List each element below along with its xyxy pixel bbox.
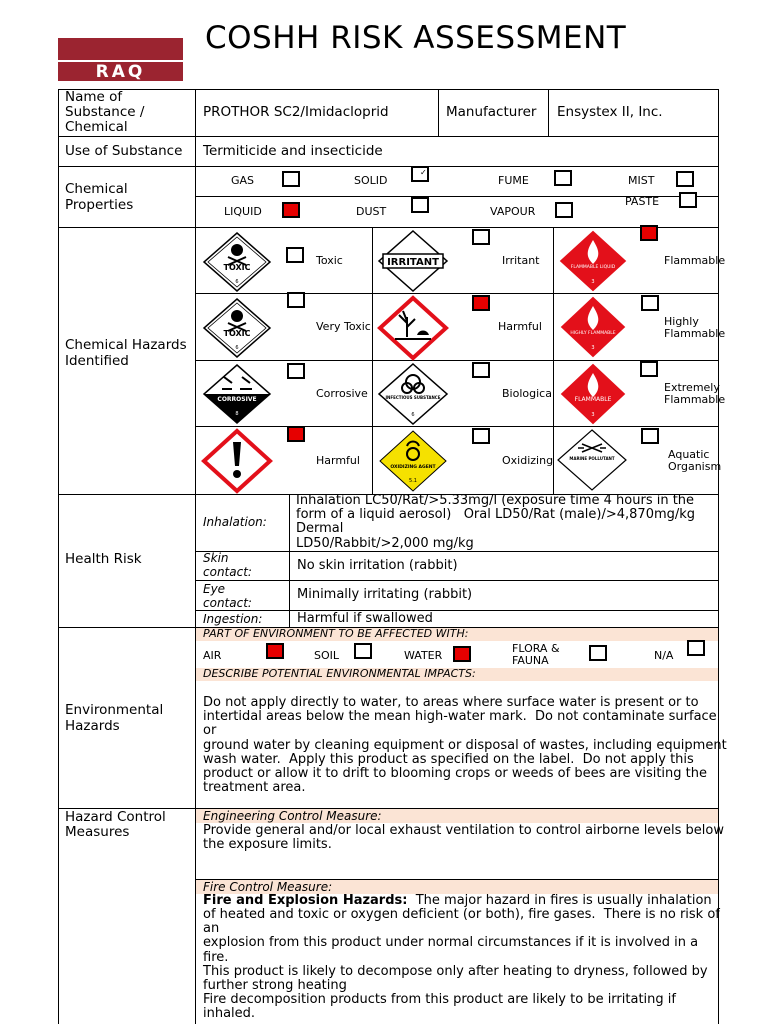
env-flora-label: FLORA & FAUNA [512,642,560,667]
prop-gas-checkbox[interactable] [282,171,300,187]
hazard-harmful-checkbox[interactable] [287,426,305,442]
prop-gas-label: GAS [231,174,255,187]
skin-label: Skin contact: [203,551,252,579]
hazard-toxic-label: Toxic [316,254,343,267]
eye-label: Eye contact: [203,582,252,610]
hazard-oxidizing-label: Oxidizing [502,454,554,467]
svg-text:6: 6 [411,412,415,418]
hazard-aquatic-checkbox[interactable] [641,428,659,444]
substance-name: PROTHOR SC2/Imidacloprid [203,104,389,120]
exclamation-icon [201,428,273,494]
hazard-highly-flammable-label: Highly Flammable [664,315,726,340]
hazard-very-toxic-label: Very Toxic [316,320,371,333]
use-value: Termiticide and insecticide [203,143,383,159]
hazard-flammable-checkbox[interactable] [640,225,658,241]
hazard-irritant-checkbox[interactable] [472,229,490,245]
very-toxic-skull-icon [202,297,272,359]
eye-value: Minimally irritating (rabbit) [297,587,473,602]
controls-label: Hazard Control Measures [65,809,166,840]
env-soil-label: SOIL [314,649,340,662]
svg-text:3: 3 [591,279,595,285]
prop-solid-checkbox[interactable] [411,166,429,182]
svg-text:CORROSIVE: CORROSIVE [217,396,257,403]
hazard-toxic-checkbox[interactable] [286,247,304,263]
hazard-aquatic-label: Aquatic Organism [668,448,722,473]
prop-fume-label: FUME [498,174,529,187]
svg-text:OXIDIZING AGENT: OXIDIZING AGENT [390,465,436,470]
prop-paste-checkbox[interactable] [679,192,697,208]
extremely-flammable-icon [558,361,628,427]
svg-text:TOXIC: TOXIC [223,263,251,272]
hazard-highly-flammable-checkbox[interactable] [641,295,659,311]
inhalation-value: Inhalation LC50/Rat/>5.33mg/l (exposure time 4 hours in the form of a liquid aerosol) Oral LD50/Rat (male)/>4,870mg/kg Dermal LD50/Rabbit/>2,000 mg/kg [296,493,696,551]
svg-text:5.1: 5.1 [409,478,417,484]
prop-dust-checkbox[interactable] [411,197,429,213]
prop-vapour-label: VAPOUR [490,205,536,218]
tick-mark-icon: ✓ [420,168,427,177]
svg-text:HIGHLY FLAMMABLE: HIGHLY FLAMMABLE [570,331,616,336]
hazard-extremely-flammable-label: Extremely Flammable [664,381,726,406]
env-flora-checkbox[interactable] [589,645,607,661]
hazard-harmful-env-checkbox[interactable] [472,295,490,311]
prop-paste-label: PASTE [625,195,660,208]
logo-text: RAQ [95,62,146,82]
impacts-heading: DESCRIBE POTENTIAL ENVIRONMENTAL IMPACTS: [203,667,476,680]
env-na-checkbox[interactable] [687,640,705,656]
env-air-checkbox[interactable] [266,643,284,659]
oxidizing-agent-icon [377,428,449,494]
environment-hazard-icon [377,295,449,361]
env-water-label: WATER [404,649,443,662]
env-soil-checkbox[interactable] [354,643,372,659]
prop-dust-label: DUST [356,205,387,218]
prop-liquid-checkbox[interactable] [282,202,300,218]
impacts-text: Do not apply directly to water, to areas where surface water is present or to intertidal areas below the mean high-water mark. Do not contaminate surface or ground water by cleaning equipment or disposal of wastes, including equipment wash water. Apply this product as specified on the label. Do not apply this product or allow it to drift to blooming crops or weeds of bees are visiting the treatment area. [203,695,727,796]
svg-text:MARINE POLLUTANT: MARINE POLLUTANT [569,456,615,461]
prop-liquid-label: LIQUID [224,205,262,218]
marine-pollutant-icon [556,428,628,492]
flammable-liquid-icon [557,228,629,294]
prop-fume-checkbox[interactable] [554,170,572,186]
ingestion-value: Harmful if swallowed [297,611,433,626]
skin-value: No skin irritation (rabbit) [297,558,458,573]
toxic-skull-icon [202,231,272,293]
highly-flammable-icon [558,294,628,360]
hazard-biological-label: Biologica [502,387,552,400]
env-na-label: N/A [654,649,674,662]
hazard-oxidizing-checkbox[interactable] [472,428,490,444]
hazard-biological-checkbox[interactable] [472,362,490,378]
biohazard-icon [377,362,449,426]
manufacturer-label: Manufacturer [446,104,537,120]
svg-text:6: 6 [235,279,239,285]
svg-text:INFECTIOUS SUBSTANCE: INFECTIOUS SUBSTANCE [385,395,441,400]
prop-mist-checkbox[interactable] [676,171,694,187]
hazards-label: Chemical Hazards Identified [65,337,187,369]
hazard-flammable-label: Flammable [664,254,726,267]
manufacturer-name: Ensystex II, Inc. [557,104,663,120]
hazard-harmful-label: Harmful [316,454,360,467]
prop-vapour-checkbox[interactable] [555,202,573,218]
hazard-corrosive-label: Corrosive [316,387,368,400]
hazard-corrosive-checkbox[interactable] [287,363,305,379]
corrosive-icon [202,363,272,425]
svg-text:3: 3 [591,412,595,418]
svg-text:8: 8 [235,411,239,417]
engineering-heading: Engineering Control Measure: [203,809,382,823]
inhalation-label: Inhalation: [203,515,267,529]
svg-text:3: 3 [591,345,595,351]
fire-first-text: The major hazard in fires is usually inhalation [407,893,712,908]
hazard-extremely-flammable-checkbox[interactable] [640,361,658,377]
irritant-icon [377,229,449,293]
svg-text:6: 6 [235,345,239,351]
svg-text:IRRITANT: IRRITANT [387,257,439,268]
env-air-label: AIR [203,649,222,662]
hazard-irritant-label: Irritant [502,254,540,267]
svg-text:FLAMMABLE: FLAMMABLE [574,396,612,403]
prop-mist-label: MIST [628,174,655,187]
use-label: Use of Substance [65,143,183,159]
prop-solid-label: SOLID [354,174,388,187]
environment-label: Environmental Hazards [65,702,164,734]
fire-heading: Fire Control Measure: [203,880,333,894]
substance-label: Name of Substance / Chemical [65,89,145,135]
fire-bold-label: Fire and Explosion Hazards: [203,893,408,908]
svg-text:FLAMMABLE LIQUID: FLAMMABLE LIQUID [570,265,616,270]
ingestion-label: Ingestion: [203,612,263,626]
env-water-checkbox[interactable] [453,646,471,662]
fire-text: of heated and toxic or oxygen deficient (or both), fire gases. There is no risk of an explosion from this product under normal circumstances if it is involved in a fire. This product is likely to decompose only after heating to dryness, followed by further strong heating Fire decomposition products from this product are likely to be irritating if inhaled. [203,907,720,1022]
affected-heading: PART OF ENVIRONMENT TO BE AFFECTED WITH: [203,627,469,640]
hazard-very-toxic-checkbox[interactable] [287,292,305,308]
health-label: Health Risk [65,551,142,567]
page-title: COSHH RISK ASSESSMENT [205,20,627,56]
hazard-harmful-env-label: Harmful [498,320,542,333]
svg-text:TOXIC: TOXIC [223,329,251,338]
engineering-text: Provide general and/or local exhaust ventilation to control airborne levels below the exposure limits. [203,823,724,853]
properties-label: Chemical Properties [65,181,134,213]
